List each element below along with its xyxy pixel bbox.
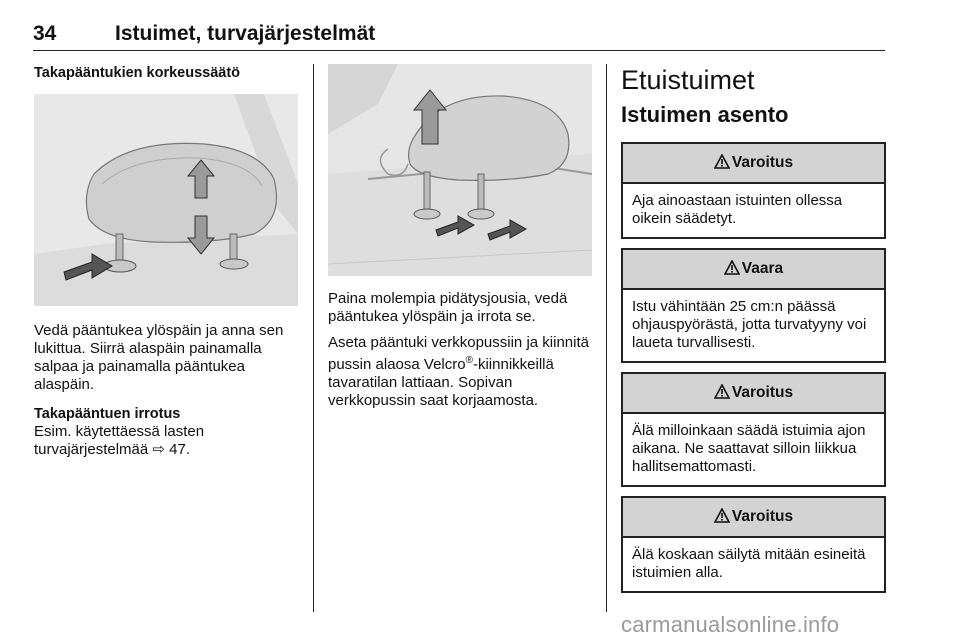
column-divider xyxy=(313,64,314,612)
warning-text: Aja ainoastaan istuinten ollessa oikein säädetyt. xyxy=(632,192,843,227)
removal-instructions: Paina molempia pidätysjousia, vedä pääntukea ylöspäin ja irrota se. xyxy=(328,290,568,325)
warning-triangle-icon xyxy=(714,384,730,399)
headrest-adjust-icon xyxy=(34,94,298,306)
danger-text: Istu vähintään 25 cm:n päässä ohjauspyörästä, jotta turvatyyny voi laueta turvallisesti. xyxy=(632,298,867,351)
removal-note xyxy=(34,423,300,459)
section-heading: Etuistuimet xyxy=(621,65,755,95)
storage-instructions xyxy=(328,334,593,410)
danger-header xyxy=(623,250,884,290)
page-number: 34 xyxy=(33,22,57,45)
storage-text-a: Aseta pääntuki verkkopussiin ja kiinnitä pussin alaosa Velcro xyxy=(328,334,589,373)
danger-box xyxy=(621,248,886,363)
warning-label: Varoitus xyxy=(731,154,794,171)
warning-header xyxy=(623,144,884,184)
registered-mark: ® xyxy=(465,355,473,366)
adjust-instructions: Vedä pääntukea ylöspäin ja anna sen lukittua. Siirrä alaspäin painamalla salpaa ja painamalla pääntukea alaspäin. xyxy=(34,322,284,393)
headrest-removal-illustration xyxy=(328,64,592,276)
storage-text-b: -kiinnikkeillä tavaratilan lattiaan. Sopivan verkkopussin saat korjaamosta. xyxy=(328,356,554,409)
column-rear-headrest-height xyxy=(34,64,300,459)
chapter-title: Istuimet, turvajärjestelmät xyxy=(115,22,376,45)
warning-text: Älä koskaan säilytä mitään esineitä istuimien alla. xyxy=(632,546,866,581)
page-header xyxy=(33,20,885,51)
subsection-heading: Istuimen asento xyxy=(621,102,789,127)
column-front-seats xyxy=(621,64,886,593)
page-reference-icon: ⇨ xyxy=(152,441,165,458)
column-divider xyxy=(606,64,607,612)
warning-triangle-icon xyxy=(714,508,730,523)
headrest-height-illustration xyxy=(34,94,298,306)
warning-label: Varoitus xyxy=(731,508,794,525)
warning-box xyxy=(621,496,886,593)
warning-box xyxy=(621,372,886,487)
warning-header xyxy=(623,374,884,414)
warning-box xyxy=(621,142,886,239)
headrest-remove-icon xyxy=(328,64,592,276)
warning-label: Varoitus xyxy=(731,384,794,401)
warning-triangle-icon xyxy=(714,154,730,169)
column-headrest-removal xyxy=(328,64,593,410)
removal-note-text: Esim. käytettäessä lasten turvajärjestelmää xyxy=(34,423,205,458)
removal-subheading: Takapääntuen irrotus xyxy=(34,406,181,422)
warning-header xyxy=(623,498,884,538)
warning-text: Älä milloinkaan säädä istuimia ajon aikana. Ne saattavat silloin liikkua hallitsemattomasti. xyxy=(632,422,866,475)
warning-triangle-icon xyxy=(724,260,740,275)
page-reference-link[interactable]: 47. xyxy=(169,441,190,458)
watermark: carmanualsonline.info xyxy=(621,612,840,637)
danger-label: Vaara xyxy=(741,260,784,277)
section-title: Takapääntukien korkeussäätö xyxy=(34,65,241,81)
